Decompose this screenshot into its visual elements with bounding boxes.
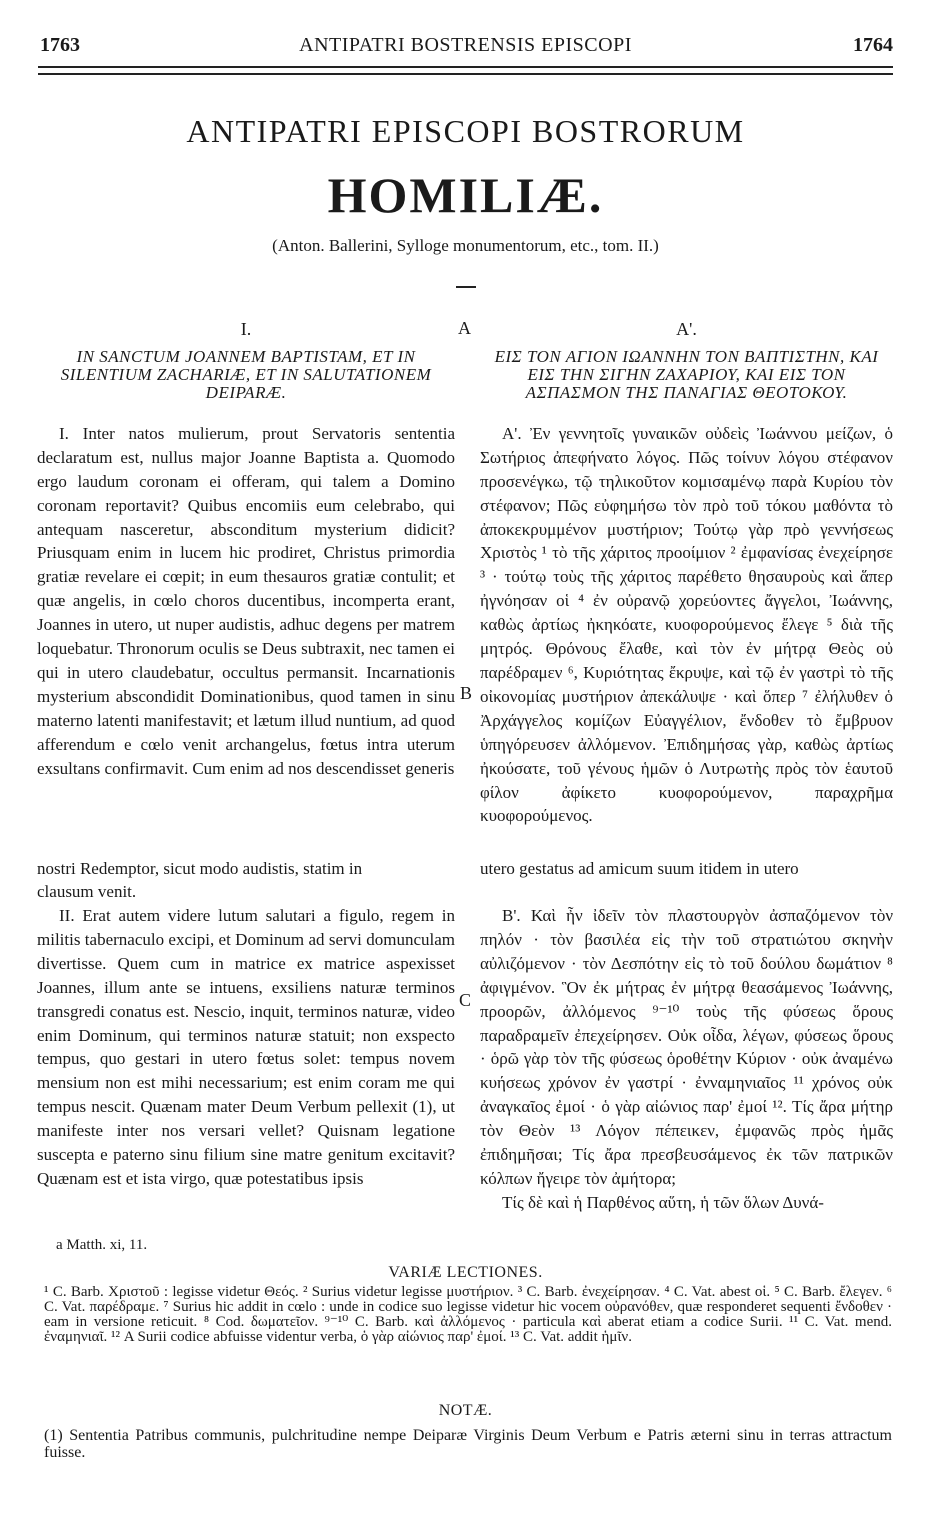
latin-paragraph-1: I. Inter natos mulierum, prout Servatoris sententia declaratum est, nullus major Joanne Baptista a. Quomodo ergo laudum coronam ei offeram, qui talem a Domino coronam reportavit? Quibus encomiis eum celebrabo, qui antequam nasceretur, absconditum mysterium didicit? Priusquam enim in lucem hic prodiret, Christus primordia gratiæ revelare ei cœpit; in eum thesauros gratiæ contulit; et quæ angelis, in cœlo choros ducentibus, incomperta erant, Joannes in utero, ut nuper audistis, adhuc degens per matrem loquebatur. Thronorum oculis se Deus subtraxit, nec tamen ei qui in utero claudebatur, occultus permansit. Incarnationis mysterium abscondidit Dominationibus, quod tamen in sinu materno latenti manifestavit; et lætum illud nuntium, ad quod afferendum e cœlo venit archangelus, fœtus intra uterum exsultans confirmavit. Cum enim ad nos descendisset generis (37, 423, 455, 778)
bridge-right-text: utero gestatus ad amicum suum itidem in utero (480, 859, 799, 878)
greek-paragraph-2: Β'. Καὶ ἦν ἰδεῖν τὸν πλαστουργὸν ἀσπαζόμενον τὸν πηλόν · τὸν βασιλέα εἰς τὴν τοῦ στρατιώτου σκηνὴν αὐλιζόμενον · τὸν Δεσπότην εἰς τὸ τοῦ δούλου δωμάτιον ⁸ ἀφιγμένον. Ὃν ἐκ μήτρας ἐν μήτρᾳ θεασάμενος Ἰωάννης, προορῶν, ἀλλόμενος ⁹⁻¹⁰ τοὺς τῆς φύσεως ὅρους παραδραμεῖν ἐπεχείρησεν. Οὐκ οἶδα, λέγων, φύσεως ὅρους · ὁρῶ γὰρ τὸν τῆς φύσεως ὁροθέτην Κύριον · οὐκ ἀναμένω κυήσεως χρόνον ἐν γαστρί · ἐνναμηνιαῖος ¹¹ χρόνος οὐκ ἀναγκαῖος ἐμοί · ὁ γὰρ αἰώνιος παρ' ἐμοί ¹². Τίς ἄρα μήτηρ τὸν Θεὸν ¹³ Λόγον πέπεικεν, ἐμφανῶς πρὸς ἡμᾶς ἐπιδημῆσαι; Τίς ἄρα πρεσβευσάμενος ἐκ τῶν πατρικῶν κόλπων ἤγειρε τὸν ἀμήτορα; (480, 906, 893, 1188)
notae-text: (1) Sententia Patribus communis, pulchritudine nempe Deiparæ Virginis Deum Verbum e Patris æterni sinu in terras attractum fuisse. (44, 1427, 892, 1461)
latin-column-lower (37, 904, 455, 1191)
greek-section-number: Α'. (676, 319, 697, 339)
margin-marker-c: C (459, 990, 472, 1010)
latin-heading: IN SANCTUM JOANNEM BAPTISTAM, ET IN SILENTIUM ZACHARIÆ, ET IN SALUTATIONEM DEIPARÆ. (60, 346, 432, 402)
notae-heading: NOTÆ. (438, 1402, 493, 1419)
running-title: ANTIPATRI BOSTRENSIS EPISCOPI (299, 34, 632, 56)
greek-heading: ΕΙΣ ΤΟΝ ΑΓΙΟΝ ΙΩΑΝΝΗΝ ΤΟΝ ΒΑΠΤΙΣΤΗΝ, ΚΑΙ ΕΙΣ ΤΗΝ ΣΙΓΗΝ ΖΑΧΑΡΙΟΥ, ΚΑΙ ΕΙΣ ΤΟΝ ΑΣΠΑΣΜΟΝ ΤΗΣ ΠΑΝΑΓΙΑΣ ΘΕΟΤΟΚΟΥ. (494, 346, 879, 402)
header-rule-bottom (38, 73, 893, 75)
latin-paragraph-2: II. Erat autem videre lutum salutari a figulo, regem in militis tabernaculo excipi, et Dominum ad servi domunculam divertisse. Quem cum in matrice ex matrice aspexisset Joannes, illum ante se intuens, exsiliens naturæ terminos transgredi conatus est. Nescio, inquit, terminos naturæ, video enim Dominum, qui terminos naturæ statuit; non exspecto tempus, quo gestari in utero fœtus solet: tempus novem mensium non est mihi necessarium; est enim coram me qui tempus nescit. Quænam mater Deum Verbum pellexit (1), ut manifeste inter nos versari vellet? Quisnam legatione suscepta e paterno sinu filium sine matre genitum excitavit? Quænam est et ista virgo, quæ potestatibus ipsis (37, 906, 455, 1188)
header-rule-top (38, 66, 893, 68)
page-number-right: 1764 (853, 34, 893, 56)
bridge-end-text: clausum venit. (37, 882, 137, 901)
work-subtitle: HOMILIÆ. (327, 167, 604, 223)
variae-lectiones-heading: VARIÆ LECTIONES. (388, 1264, 543, 1281)
bridge-left-text: nostri Redemptor, sicut modo audistis, statim in (37, 859, 363, 878)
footnote: a Matth. xi, 11. (56, 1237, 148, 1253)
latin-column (37, 318, 455, 781)
source-citation: (Anton. Ballerini, Sylloge monumentorum, etc., tom. II.) (272, 236, 659, 255)
greek-column (480, 318, 893, 828)
greek-paragraph-1: Α'. Ἐν γεννητοῖς γυναικῶν οὐδεὶς Ἰωάννου μείζων, ὁ Σωτήριος ἀπεφήνατο λόγος. Πῶς τοίνυν λόγου στέφανον προσενέγκω, τῷ τηλικοῦτον κομισαμένῳ παρὰ Κυρίου τὸν στέφανον; Πῶς εὐφημήσω τὸν πρὸ τοῦ τόκου μαθόντα τὸ ἀποκεκρυμμένον μυστήριον; Τούτῳ γὰρ πρὸ γεννήσεως Χριστὸς ¹ τὸ τῆς χάριτος προοίμιον ² ἐμφανίσας ἐνεχείρησε ³ · τούτῳ τοὺς τῆς χάριτος παρέθετο θησαυροὺς καὶ ἅπερ ἠγνόησαν οἱ ⁴ ἐν οὐρανῷ χορεύοντες ἄγγελοι, Ἰωάννης, καθὼς ἀρτίως ἠκηκόατε, κυοφορούμενος ἔλεγε ⁵ διὰ τῆς μητρός. Θρόνους ἔλαθε, καὶ τὸν ἐν μήτρᾳ Θεὸς οὐ παρέδραμεν ⁶, Κυριότητας ἔκρυψε, καὶ τῷ ἐν γαστρὶ τὸ τῆς οἰκονομίας μυστήριον ἀπεκάλυψε · καὶ ὅπερ ⁷ ἐλήλυθεν ὁ Ἀρχάγγελος κομίζων Εὐαγγέλιον, ἔνδοθεν τὸ ἔμβρυον ὑπηγόρευσεν ἀλλόμενον. Ἐπιδημήσας γὰρ, καθὼς ἀρτίως ἠκούσατε, τοῦ γένους ἡμῶν ὁ Λυτρωτὴς πρὸς τὸν ἑαυτοῦ φίλον ἀφίκετο κυοφορούμενον, παραχρῆμα κυοφορούμενος. (480, 423, 893, 826)
margin-marker-b: B (460, 683, 473, 703)
margin-marker-a: A (458, 318, 471, 338)
running-header (0, 34, 931, 64)
latin-section-number: I. (240, 319, 252, 339)
greek-paragraph-3: Τίς δὲ καὶ ἡ Παρθένος αὕτη, ἡ τῶν ὅλων Δυνά- (502, 1192, 824, 1212)
greek-column-lower (480, 904, 893, 1215)
title-divider (456, 286, 476, 288)
page-number-left: 1763 (40, 34, 80, 56)
variae-lectiones-text: ¹ C. Barb. Χριστοῦ : legisse videtur Θεός. ² Surius videtur legisse μυστήριον. ³ C. Barb. ἐνεχείρησαν. ⁴ C. Vat. abest οἱ. ⁵ C. Barb. ἔλεγεν. ⁶ C. Vat. παρέδραμε. ⁷ Surius hic addit in cœlo : unde in codice suo legisse videtur hic vocem οὐρανόθεν, quæ responderet sequenti ἔνδοθεν · eam in versione reticuit. ⁸ Cod. δωματεῖον. ⁹⁻¹⁰ C. Barb. καὶ ἀλλόμενος · particula καὶ aberat etiam a codice Surii. ¹¹ C. Vat. mend. ἐναμηνιαῖ. ¹² A Surii codice abfuisse videntur verba, ὁ γὰρ αἰώνιος παρ' ἐμοί. ¹³ C. Vat. addit ἡμῖν. (44, 1284, 892, 1345)
work-title: ANTIPATRI EPISCOPI BOSTRORUM (186, 113, 745, 149)
